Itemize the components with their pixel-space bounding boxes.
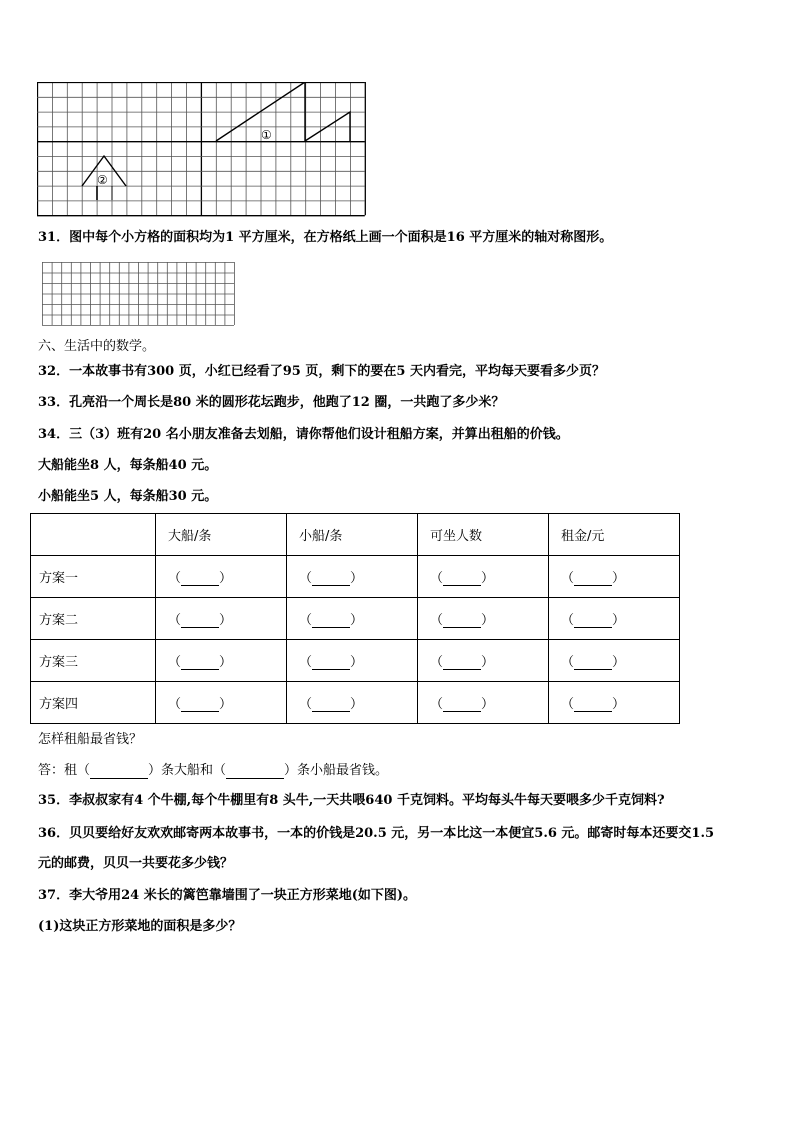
answer-cell: （ ）: [156, 682, 287, 724]
question-37-1: (1)这块正方形菜地的面积是多少？: [38, 919, 242, 934]
label-2: ②: [97, 173, 108, 187]
table-row: [31, 640, 680, 682]
answer-blank[interactable]: [312, 657, 350, 670]
answer-cell: （ ）: [418, 598, 549, 640]
header-cell: 小船/条: [287, 514, 418, 556]
answer-blank[interactable]: [443, 699, 481, 712]
answer-blank[interactable]: [181, 657, 219, 670]
grid-paper-31: [42, 262, 236, 326]
answer-blank[interactable]: [443, 615, 481, 628]
answer-blank[interactable]: [574, 573, 612, 586]
answer-cell: （ ）: [549, 598, 680, 640]
answer-cell: （ ）: [156, 640, 287, 682]
question-31: 31．图中每个小方格的面积均为1 平方厘米，在方格纸上画一个面积是16 平方厘米的轴对称图形。: [38, 230, 613, 245]
plan-label: 方案二: [31, 598, 156, 640]
header-cell: 可坐人数: [418, 514, 549, 556]
answer-blank[interactable]: [443, 657, 481, 670]
small-boat-info: 小船能坐5 人，每条船30 元。: [38, 489, 218, 504]
answer-cell: （ ）: [287, 640, 418, 682]
answer-cell: （ ）: [549, 640, 680, 682]
question-36-line2: 元的邮费，贝贝一共要花多少钱？: [38, 856, 234, 871]
answer-blank[interactable]: [443, 573, 481, 586]
plan-label: 方案一: [31, 556, 156, 598]
label-1: ①: [261, 128, 272, 142]
answer-blank[interactable]: [574, 657, 612, 670]
header-cell: 大船/条: [156, 514, 287, 556]
answer-blank[interactable]: [312, 573, 350, 586]
grid-figure-top: [37, 82, 369, 218]
big-boat-info: 大船能坐8 人，每条船40 元。: [38, 458, 218, 473]
answer-blank[interactable]: [181, 615, 219, 628]
answer-line: 答：租（ ）条大船和（ ）条小船最省钱。: [38, 763, 389, 778]
answer-cell: （ ）: [549, 556, 680, 598]
answer-blank[interactable]: [574, 615, 612, 628]
answer-cell: （ ）: [287, 682, 418, 724]
question-33: 33．孔亮沿一个周长是80 米的圆形花坛跑步，他跑了12 圈，一共跑了多少米？: [38, 395, 505, 410]
answer-blank[interactable]: [312, 615, 350, 628]
table-row: [31, 682, 680, 724]
answer-cell: （ ）: [418, 556, 549, 598]
answer-blank[interactable]: [181, 699, 219, 712]
answer-blank[interactable]: [181, 573, 219, 586]
answer-blank-big[interactable]: [90, 766, 148, 779]
table-row: [31, 556, 680, 598]
answer-blank[interactable]: [574, 699, 612, 712]
section-heading-6: 六、生活中的数学。: [38, 339, 156, 354]
header-cell: [31, 514, 156, 556]
answer-cell: （ ）: [156, 598, 287, 640]
question-35: 35．李叔叔家有4 个牛棚,每个牛棚里有8 头牛,一天共喂640 千克饲料。平均每头牛每天要喂多少千克饲料?: [38, 793, 665, 808]
answer-cell: （ ）: [418, 640, 549, 682]
answer-blank[interactable]: [312, 699, 350, 712]
plan-label: 方案四: [31, 682, 156, 724]
answer-blank-small[interactable]: [226, 766, 284, 779]
table-header-row: [31, 514, 680, 556]
answer-cell: （ ）: [418, 682, 549, 724]
question-cheapest: 怎样租船最省钱？: [38, 732, 143, 747]
header-cell: 租金/元: [549, 514, 680, 556]
answer-cell: （ ）: [287, 598, 418, 640]
question-36-line1: 36．贝贝要给好友欢欢邮寄两本故事书，一本的价钱是20.5 元，另一本比这一本便宜5.6 元。邮寄时每本还要交1.5: [38, 826, 715, 841]
question-32: 32．一本故事书有300 页，小红已经看了95 页，剩下的要在5 天内看完，平均每天要看多少页？: [38, 364, 605, 379]
answer-cell: （ ）: [287, 556, 418, 598]
plan-label: 方案三: [31, 640, 156, 682]
boat-plan-table: [30, 513, 680, 724]
answer-cell: （ ）: [156, 556, 287, 598]
table-row: [31, 598, 680, 640]
answer-cell: （ ）: [549, 682, 680, 724]
question-34: 34．三（3）班有20 名小朋友准备去划船，请你帮他们设计租船方案，并算出租船的价钱。: [38, 427, 569, 442]
question-37: 37．李大爷用24 米长的篱笆靠墙围了一块正方形菜地(如下图)。: [38, 888, 417, 903]
